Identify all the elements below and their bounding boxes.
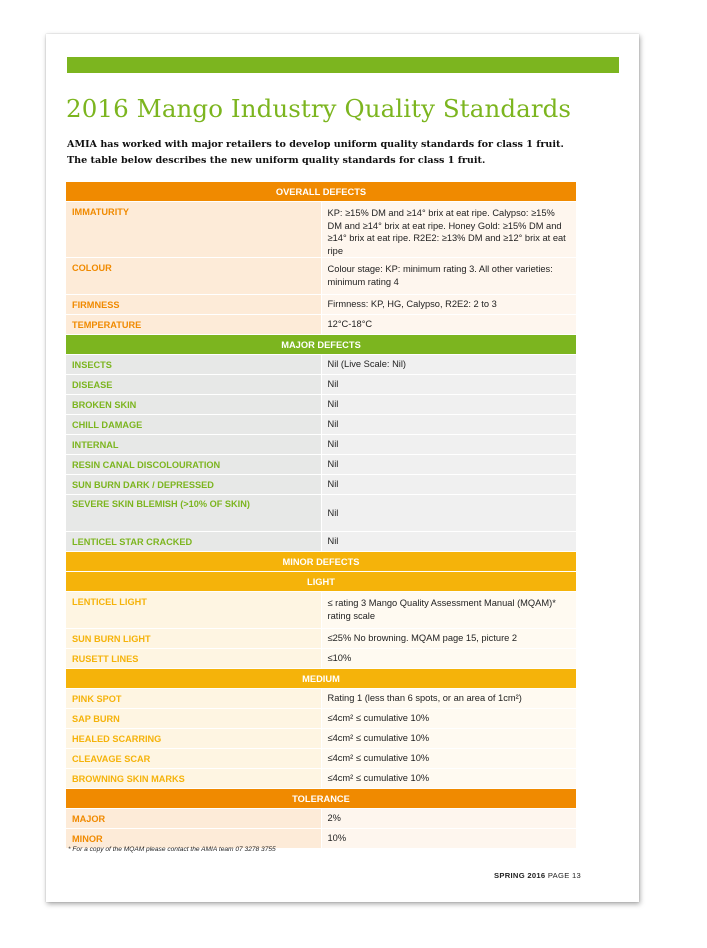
table-row bbox=[66, 455, 576, 475]
footnote: * For a copy of the MQAM please contact the AMIA team 07 3278 3755 bbox=[68, 846, 276, 853]
table-row bbox=[66, 729, 576, 749]
top-accent-bar bbox=[67, 57, 619, 73]
intro-line-2: The table below describes the new uniform quality standards for class 1 fruit. bbox=[67, 155, 486, 166]
table-row bbox=[66, 809, 576, 829]
row-value: Nil bbox=[321, 495, 576, 532]
row-value: KP: ≥15% DM and ≥14° brix at eat ripe. Calypso: ≥15% DM and ≥14° brix at eat ripe. Honey Gold: ≥15% DM and ≥14° brix at eat ripe. R2E2: ≥13% DM and ≥12° brix at eat ripe bbox=[321, 202, 576, 258]
row-label: TEMPERATURE bbox=[66, 315, 321, 335]
issue-label: SPRING 2016 bbox=[494, 871, 546, 880]
subsection-header-row bbox=[66, 572, 576, 592]
table-row bbox=[66, 629, 576, 649]
row-value: Nil bbox=[321, 532, 576, 552]
row-value: ≤4cm² ≤ cumulative 10% bbox=[321, 729, 576, 749]
row-value: ≤4cm² ≤ cumulative 10% bbox=[321, 709, 576, 729]
section-header-row bbox=[66, 182, 576, 202]
row-label: RUSETT LINES bbox=[66, 649, 321, 669]
row-value: Nil bbox=[321, 415, 576, 435]
row-label: LENTICEL LIGHT bbox=[66, 592, 321, 629]
intro-line-1: AMIA has worked with major retailers to develop uniform quality standards for class 1 fruit. bbox=[67, 139, 564, 150]
row-value: 12°C-18°C bbox=[321, 315, 576, 335]
table-row bbox=[66, 375, 576, 395]
subsection-header-row bbox=[66, 669, 576, 689]
table-row bbox=[66, 202, 576, 258]
table-row bbox=[66, 435, 576, 455]
row-label: DISEASE bbox=[66, 375, 321, 395]
light-header: LIGHT bbox=[66, 572, 576, 592]
table-row bbox=[66, 315, 576, 335]
table-row bbox=[66, 649, 576, 669]
table-row bbox=[66, 769, 576, 789]
table-row bbox=[66, 709, 576, 729]
row-label: SAP BURN bbox=[66, 709, 321, 729]
section-header-row bbox=[66, 552, 576, 572]
row-label: MAJOR bbox=[66, 809, 321, 829]
row-value: 2% bbox=[321, 809, 576, 829]
row-label: SUN BURN DARK / DEPRESSED bbox=[66, 475, 321, 495]
row-value: ≤4cm² ≤ cumulative 10% bbox=[321, 749, 576, 769]
row-label: SEVERE SKIN BLEMISH (>10% OF SKIN) bbox=[66, 495, 321, 532]
table-row bbox=[66, 415, 576, 435]
row-value: Nil bbox=[321, 455, 576, 475]
row-label: IMMATURITY bbox=[66, 202, 321, 258]
row-label: CHILL DAMAGE bbox=[66, 415, 321, 435]
overall-defects-section bbox=[66, 182, 576, 335]
medium-header: MEDIUM bbox=[66, 669, 576, 689]
section-header-row bbox=[66, 335, 576, 355]
row-label: FIRMNESS bbox=[66, 295, 321, 315]
page-folio bbox=[494, 871, 581, 880]
row-value: Nil bbox=[321, 475, 576, 495]
row-value: ≤ rating 3 Mango Quality Assessment Manual (MQAM)* rating scale bbox=[321, 592, 576, 629]
magazine-page bbox=[46, 34, 639, 902]
table-row bbox=[66, 258, 576, 295]
table-row bbox=[66, 295, 576, 315]
row-label: BROWNING SKIN MARKS bbox=[66, 769, 321, 789]
section-header-row bbox=[66, 789, 576, 809]
table-row bbox=[66, 395, 576, 415]
page-number: PAGE 13 bbox=[547, 871, 582, 880]
page-title: 2016 Mango Industry Quality Standards bbox=[66, 94, 572, 123]
table-row bbox=[66, 475, 576, 495]
row-label: COLOUR bbox=[66, 258, 321, 295]
row-label: PINK SPOT bbox=[66, 689, 321, 709]
row-value: Firmness: KP, HG, Calypso, R2E2: 2 to 3 bbox=[321, 295, 576, 315]
quality-standards-table bbox=[66, 182, 576, 849]
overall-defects-header: OVERALL DEFECTS bbox=[66, 182, 576, 202]
tolerance-section bbox=[66, 789, 576, 849]
row-label: SUN BURN LIGHT bbox=[66, 629, 321, 649]
row-label: INTERNAL bbox=[66, 435, 321, 455]
major-defects-section bbox=[66, 335, 576, 552]
row-label: INSECTS bbox=[66, 355, 321, 375]
tolerance-header: TOLERANCE bbox=[66, 789, 576, 809]
row-value: ≤10% bbox=[321, 649, 576, 669]
row-value: 10% bbox=[321, 829, 576, 849]
row-label: HEALED SCARRING bbox=[66, 729, 321, 749]
major-defects-header: MAJOR DEFECTS bbox=[66, 335, 576, 355]
row-value: Nil (Live Scale: Nil) bbox=[321, 355, 576, 375]
row-label: BROKEN SKIN bbox=[66, 395, 321, 415]
row-value: ≤25% No browning. MQAM page 15, picture 2 bbox=[321, 629, 576, 649]
row-value: Rating 1 (less than 6 spots, or an area of 1cm²) bbox=[321, 689, 576, 709]
row-value: Nil bbox=[321, 395, 576, 415]
row-value: Nil bbox=[321, 375, 576, 395]
row-label: MINOR bbox=[66, 829, 321, 849]
table-row bbox=[66, 749, 576, 769]
row-label: RESIN CANAL DISCOLOURATION bbox=[66, 455, 321, 475]
row-label: LENTICEL STAR CRACKED bbox=[66, 532, 321, 552]
row-value: ≤4cm² ≤ cumulative 10% bbox=[321, 769, 576, 789]
intro-text bbox=[67, 137, 607, 169]
table-row bbox=[66, 355, 576, 375]
minor-defects-section bbox=[66, 552, 576, 789]
table-row bbox=[66, 495, 576, 532]
row-value: Nil bbox=[321, 435, 576, 455]
table-row bbox=[66, 532, 576, 552]
row-value: Colour stage: KP: minimum rating 3. All other varieties: minimum rating 4 bbox=[321, 258, 576, 295]
table-row bbox=[66, 592, 576, 629]
minor-defects-header: MINOR DEFECTS bbox=[66, 552, 576, 572]
table-row bbox=[66, 689, 576, 709]
row-label: CLEAVAGE SCAR bbox=[66, 749, 321, 769]
